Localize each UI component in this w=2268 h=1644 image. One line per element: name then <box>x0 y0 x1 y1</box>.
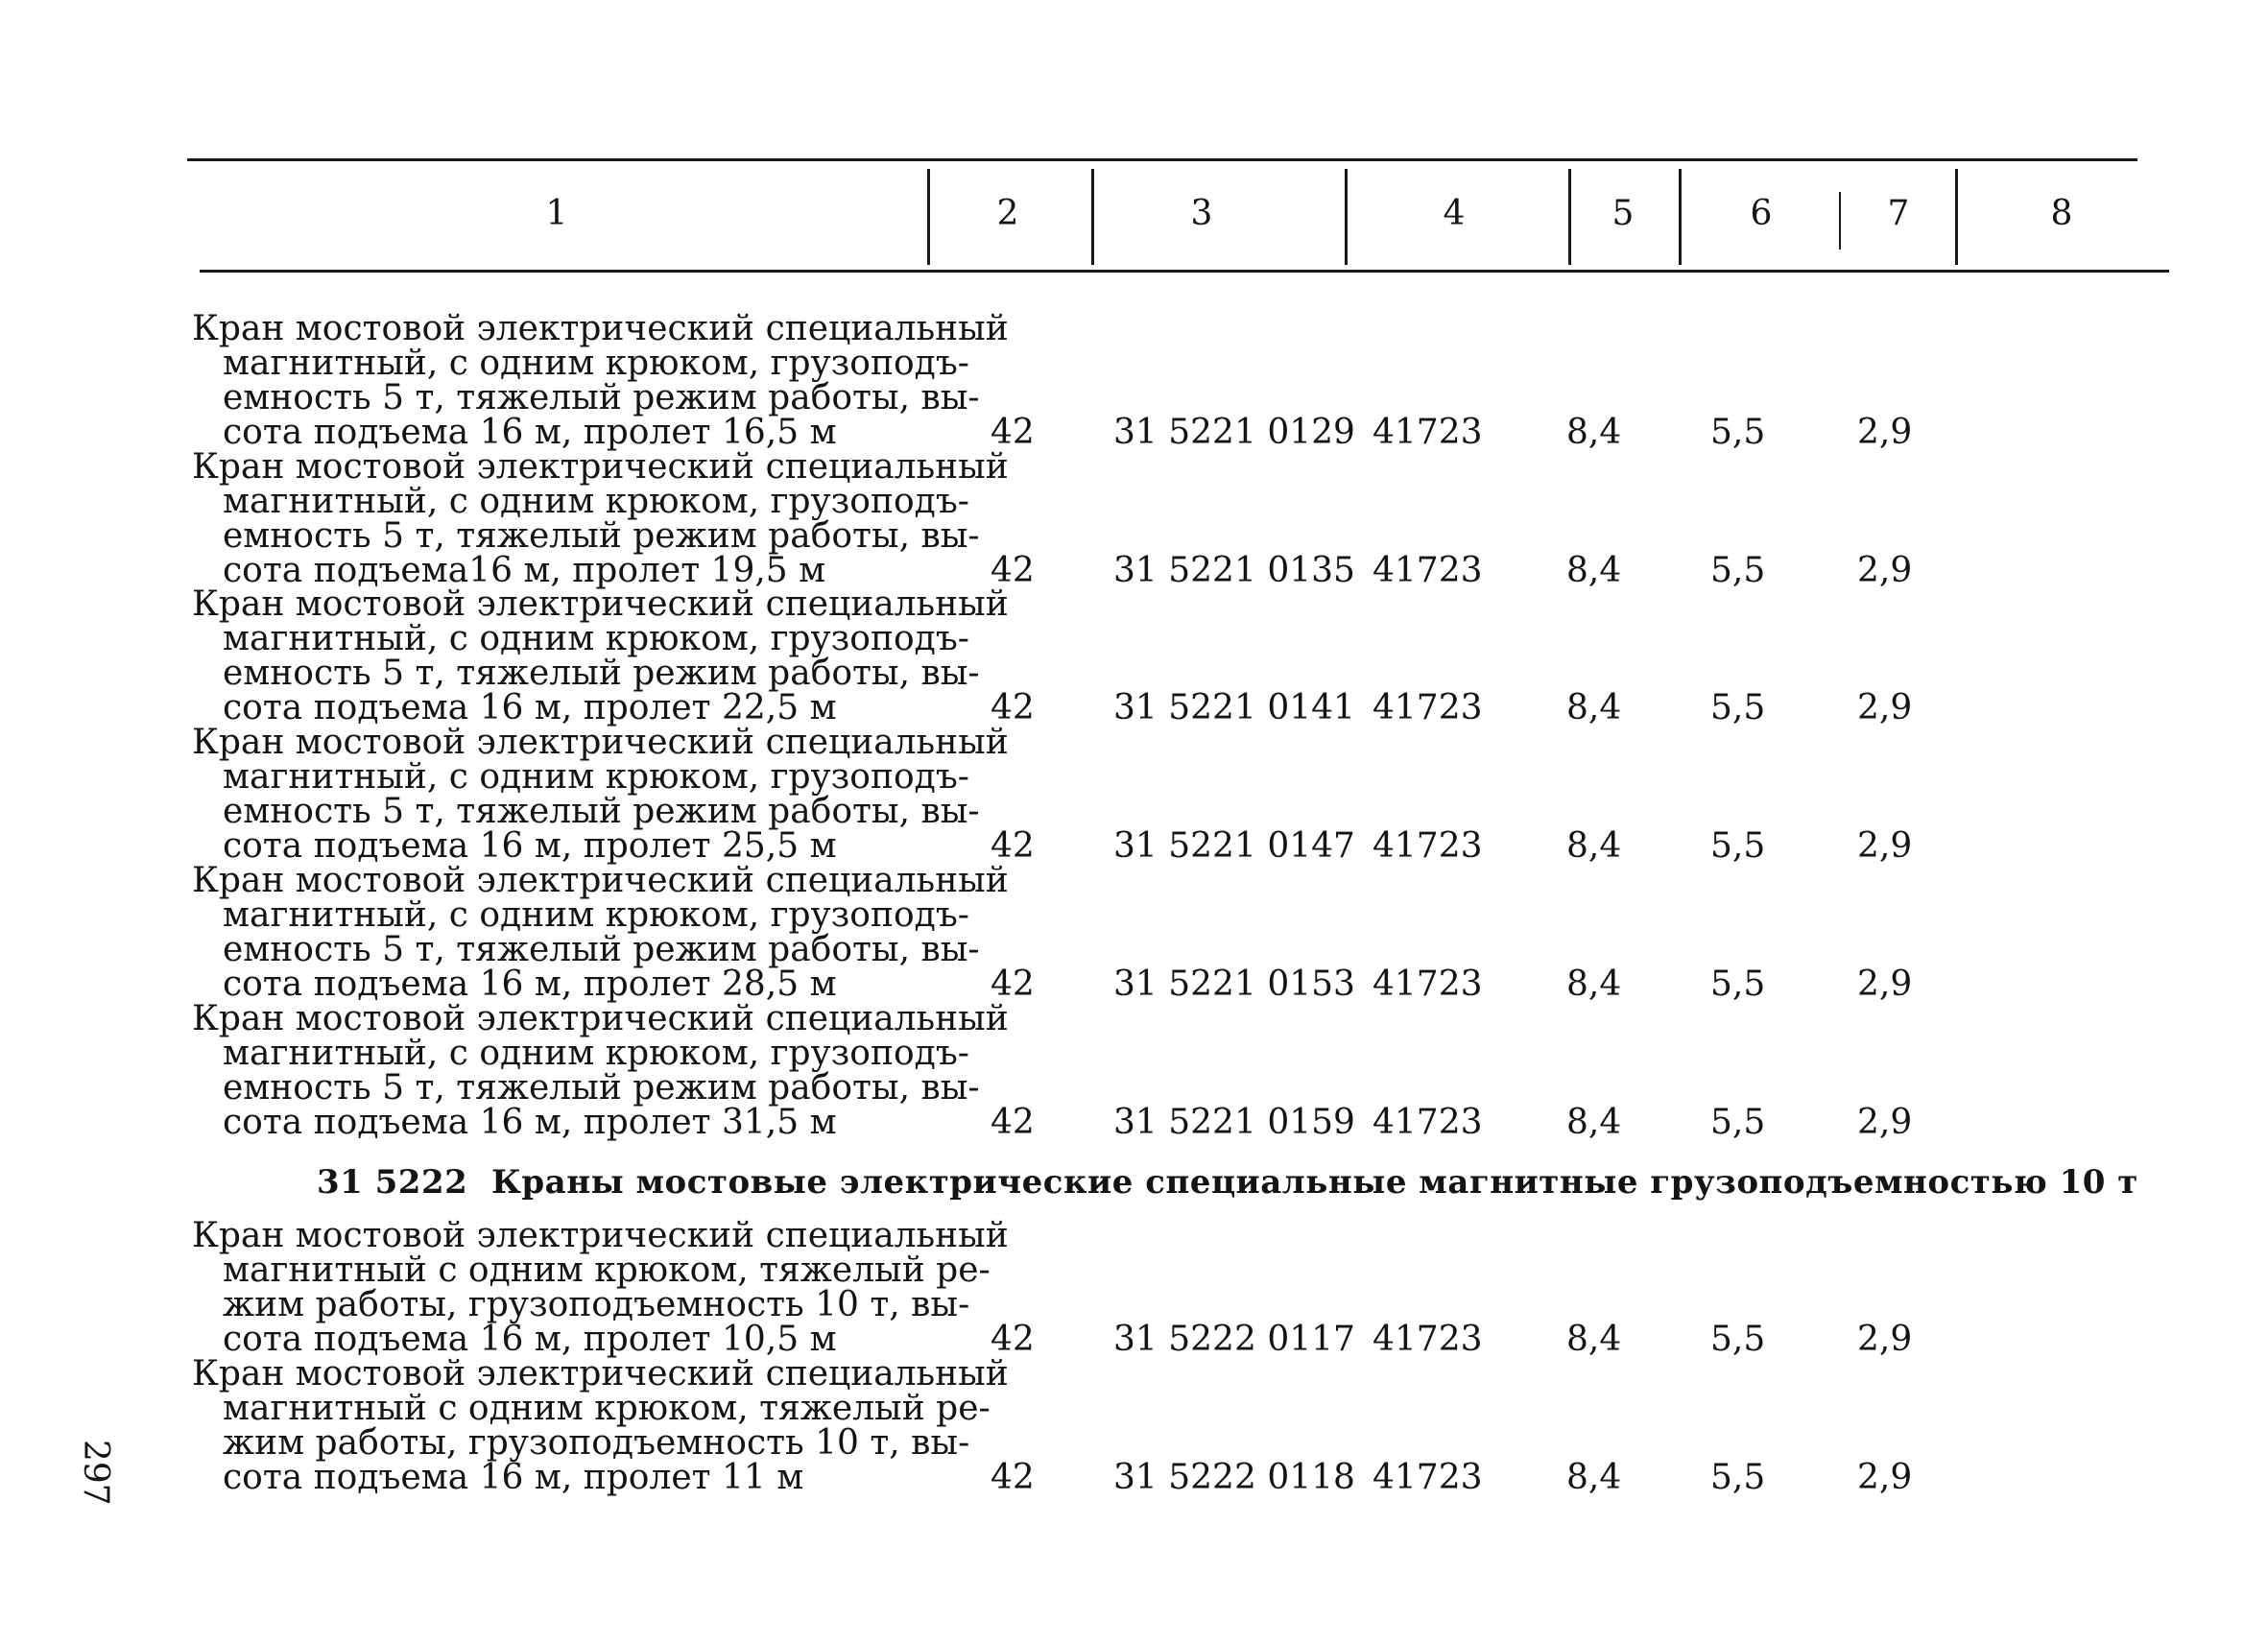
cell-col-7: 2,9 <box>1857 1458 1913 1497</box>
cell-col-6: 5,5 <box>1710 1458 1766 1497</box>
cell-col-5: 8,4 <box>1566 551 1622 590</box>
description-line: сота подъема 16 м, пролет 28,5 м <box>223 965 837 1004</box>
description-line: Кран мостовой электрический специальный <box>192 1216 1009 1255</box>
description-line: емность 5 т, тяжелый режим работы, вы- <box>223 930 980 969</box>
header-separator <box>1568 169 1571 265</box>
description-line: жим работы, грузоподъемность 10 т, вы- <box>223 1423 970 1463</box>
description-line: емность 5 т, тяжелый режим работы, вы- <box>223 378 980 417</box>
cell-col-5: 8,4 <box>1566 965 1622 1004</box>
header-col-2: 2 <box>996 194 1019 233</box>
row-description <box>192 1216 1009 1359</box>
description-line: сота подъема16 м, пролет 19,5 м <box>223 551 826 590</box>
cell-col-3: 31 5222 0117 <box>1113 1320 1355 1359</box>
description-line: емность 5 т, тяжелый режим работы, вы- <box>223 516 980 556</box>
header-col-5: 5 <box>1611 194 1635 233</box>
cell-col-7: 2,9 <box>1857 1320 1913 1359</box>
description-line: магнитный, с одним крюком, грузоподъ- <box>223 757 969 797</box>
description-line: Кран мостовой электрический специальный <box>192 861 1009 900</box>
description-line: сота подъема 16 м, пролет 16,5 м <box>223 413 837 452</box>
cell-col-3: 31 5221 0141 <box>1113 688 1355 727</box>
cell-col-2: 42 <box>991 1103 1035 1142</box>
cell-col-6: 5,5 <box>1710 1103 1766 1142</box>
cell-col-5: 8,4 <box>1566 1103 1622 1142</box>
cell-col-3: 31 5221 0153 <box>1113 965 1355 1004</box>
description-line: магнитный, с одним крюком, грузоподъ- <box>223 895 969 935</box>
header-separator <box>1955 169 1958 265</box>
header-top-rule <box>187 158 2137 161</box>
description-line: магнитный с одним крюком, тяжелый ре- <box>223 1389 991 1428</box>
description-line: магнитный с одним крюком, тяжелый ре- <box>223 1251 991 1290</box>
description-line: Кран мостовой электрический специальный <box>192 447 1009 487</box>
header-separator <box>1679 169 1682 265</box>
description-line: жим работы, грузоподъемность 10 т, вы- <box>223 1285 970 1324</box>
cell-col-2: 42 <box>991 1320 1035 1359</box>
row-description <box>192 861 1009 1004</box>
description-line: емность 5 т, тяжелый режим работы, вы- <box>223 792 980 831</box>
cell-col-3: 31 5221 0147 <box>1113 826 1355 866</box>
header-col-1: 1 <box>545 194 568 233</box>
cell-col-2: 42 <box>991 826 1035 866</box>
cell-col-7: 2,9 <box>1857 551 1913 590</box>
cell-col-6: 5,5 <box>1710 413 1766 452</box>
description-line: сота подъема 16 м, пролет 10,5 м <box>223 1320 837 1359</box>
header-separator <box>1345 169 1348 265</box>
description-line: магнитный, с одним крюком, грузоподъ- <box>223 1034 969 1073</box>
header-col-7: 7 <box>1887 194 1910 233</box>
cell-col-7: 2,9 <box>1857 688 1913 727</box>
cell-col-2: 42 <box>991 688 1035 727</box>
description-line: Кран мостовой электрический специальный <box>192 723 1009 762</box>
description-line: Кран мостовой электрический специальный <box>192 999 1009 1038</box>
cell-col-4: 41723 <box>1373 1320 1483 1359</box>
description-line: магнитный, с одним крюком, грузоподъ- <box>223 619 969 658</box>
description-line: емность 5 т, тяжелый режим работы, вы- <box>223 1068 980 1108</box>
cell-col-4: 41723 <box>1373 551 1483 590</box>
section-heading <box>317 1163 2138 1202</box>
description-line: сота подъема 16 м, пролет 31,5 м <box>223 1103 837 1142</box>
section-code: 31 5222 <box>317 1163 468 1202</box>
cell-col-6: 5,5 <box>1710 688 1766 727</box>
cell-col-7: 2,9 <box>1857 826 1913 866</box>
cell-col-5: 8,4 <box>1566 688 1622 727</box>
description-line: сота подъема 16 м, пролет 11 м <box>223 1458 804 1497</box>
cell-col-6: 5,5 <box>1710 1320 1766 1359</box>
cell-col-5: 8,4 <box>1566 826 1622 866</box>
cell-col-2: 42 <box>991 551 1035 590</box>
header-col-6: 6 <box>1750 194 1773 233</box>
cell-col-2: 42 <box>991 413 1035 452</box>
section-title: Краны мостовые электрические специальные магнитные грузоподъемностью 10 т <box>490 1163 2138 1202</box>
header-col-8: 8 <box>2050 194 2073 233</box>
header-separator <box>1091 169 1094 265</box>
cell-col-7: 2,9 <box>1857 965 1913 1004</box>
cell-col-5: 8,4 <box>1566 1320 1622 1359</box>
description-line: магнитный, с одним крюком, грузоподъ- <box>223 344 969 383</box>
description-line: Кран мостовой электрический специальный <box>192 309 1009 348</box>
cell-col-4: 41723 <box>1373 1458 1483 1497</box>
cell-col-3: 31 5221 0159 <box>1113 1103 1355 1142</box>
cell-col-6: 5,5 <box>1710 965 1766 1004</box>
cell-col-4: 41723 <box>1373 965 1483 1004</box>
page-number: 297 <box>76 1440 115 1506</box>
cell-col-5: 8,4 <box>1566 413 1622 452</box>
description-line: сота подъема 16 м, пролет 22,5 м <box>223 688 837 727</box>
cell-col-2: 42 <box>991 1458 1035 1497</box>
cell-col-3: 31 5221 0129 <box>1113 413 1355 452</box>
cell-col-2: 42 <box>991 965 1035 1004</box>
cell-col-4: 41723 <box>1373 413 1483 452</box>
header-col-4: 4 <box>1443 194 1466 233</box>
row-description <box>192 447 1009 590</box>
cell-col-5: 8,4 <box>1566 1458 1622 1497</box>
row-description <box>192 723 1009 866</box>
cell-col-4: 41723 <box>1373 688 1483 727</box>
header-separator <box>927 169 930 265</box>
cell-col-3: 31 5221 0135 <box>1113 551 1355 590</box>
cell-col-4: 41723 <box>1373 826 1483 866</box>
description-line: Кран мостовой электрический специальный <box>192 1354 1009 1394</box>
row-description <box>192 584 1009 727</box>
cell-col-6: 5,5 <box>1710 551 1766 590</box>
description-line: емность 5 т, тяжелый режим работы, вы- <box>223 654 980 693</box>
header-col-3: 3 <box>1190 194 1213 233</box>
row-description <box>192 1354 1009 1497</box>
header-bottom-rule <box>200 270 2169 273</box>
cell-col-4: 41723 <box>1373 1103 1483 1142</box>
description-line: магнитный, с одним крюком, грузоподъ- <box>223 482 969 521</box>
header-separator <box>1839 192 1841 250</box>
row-description <box>192 999 1009 1142</box>
cell-col-7: 2,9 <box>1857 413 1913 452</box>
cell-col-7: 2,9 <box>1857 1103 1913 1142</box>
description-line: Кран мостовой электрический специальный <box>192 584 1009 624</box>
cell-col-6: 5,5 <box>1710 826 1766 866</box>
description-line: сота подъема 16 м, пролет 25,5 м <box>223 826 837 866</box>
cell-col-3: 31 5222 0118 <box>1113 1458 1355 1497</box>
row-description <box>192 309 1009 452</box>
